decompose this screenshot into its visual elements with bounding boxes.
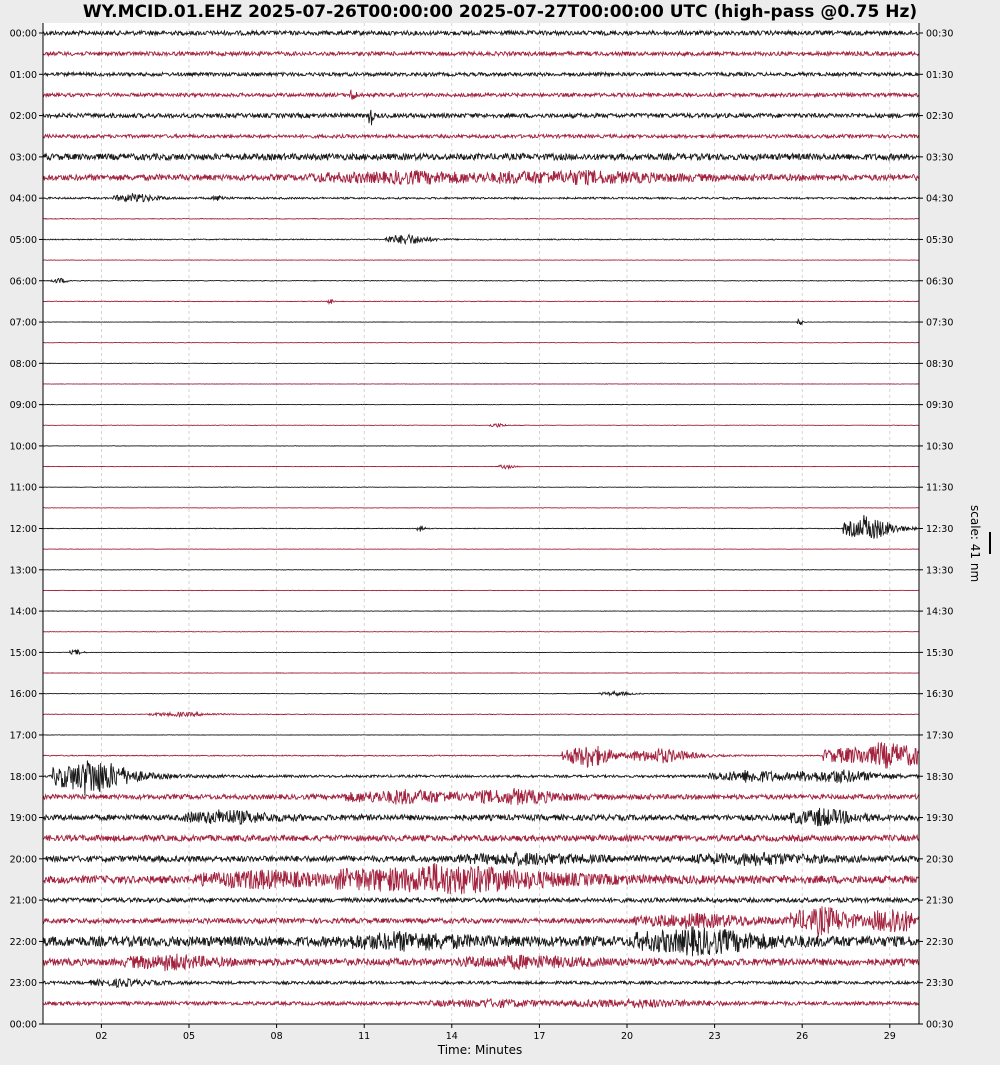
y-labels-right	[919, 29, 953, 1031]
chart-title: WY.MCID.01.EHZ 2025-07-26T00:00:00 2025-07-27T00:00:00 UTC (high-pass @0.75 Hz)	[82, 2, 918, 22]
x-axis-label: Time: Minutes	[437, 1043, 523, 1057]
y-label-left: 14:00	[9, 606, 37, 618]
y-label-right: 10:30	[926, 441, 954, 453]
x-tick-label: 14	[445, 1031, 458, 1042]
y-label-left: 13:00	[9, 565, 37, 577]
y-label-left: 01:00	[9, 69, 37, 81]
y-label-right: 22:30	[926, 936, 954, 948]
y-label-left: 06:00	[9, 276, 37, 288]
y-label-right: 02:30	[926, 111, 954, 123]
x-tick-label: 17	[533, 1031, 546, 1042]
x-tick-label: 02	[95, 1031, 108, 1042]
y-label-right: 17:30	[926, 730, 954, 742]
y-label-right: 13:30	[926, 565, 954, 577]
y-label-left: 23:00	[9, 978, 37, 990]
y-label-right: 16:30	[926, 689, 954, 701]
y-label-right: 03:30	[926, 152, 954, 164]
y-label-left: 12:00	[9, 524, 37, 535]
x-ticks	[95, 1024, 895, 1042]
y-label-left: 05:00	[9, 234, 37, 246]
x-tick-label: 20	[620, 1031, 634, 1042]
y-label-left: 21:00	[9, 895, 37, 907]
y-label-right: 04:30	[926, 193, 954, 205]
y-label-right: 00:30	[926, 28, 954, 40]
y-label-right: 19:30	[926, 813, 954, 825]
y-label-right: 00:30	[926, 1019, 954, 1031]
y-label-right: 11:30	[926, 482, 954, 494]
x-tick-label: 05	[182, 1031, 196, 1042]
y-label-right: 20:30	[926, 854, 954, 866]
x-tick-label: 23	[708, 1031, 721, 1042]
y-label-left: 00:00	[9, 28, 37, 40]
y-label-left: 00:00	[9, 1019, 37, 1031]
y-label-right: 01:30	[926, 69, 954, 81]
y-label-left: 15:00	[9, 647, 37, 659]
y-label-left: 09:00	[9, 400, 37, 412]
y-label-right: 06:30	[926, 276, 954, 288]
x-tick-label: 29	[883, 1031, 896, 1042]
y-label-left: 07:00	[9, 317, 37, 329]
y-label-left: 17:00	[9, 730, 37, 742]
y-label-right: 18:30	[926, 771, 954, 783]
x-tick-label: 11	[358, 1031, 371, 1042]
y-label-right: 08:30	[926, 358, 954, 370]
y-label-left: 02:00	[9, 111, 37, 123]
y-label-left: 19:00	[9, 813, 37, 825]
y-label-left: 20:00	[9, 854, 37, 866]
y-labels-left	[10, 29, 43, 1031]
y-label-left: 11:00	[9, 482, 37, 494]
trace-line	[43, 219, 919, 220]
y-label-right: 09:30	[926, 400, 954, 412]
y-label-left: 16:00	[9, 689, 37, 701]
y-label-left: 18:00	[9, 771, 37, 783]
y-label-left: 10:00	[9, 441, 37, 453]
scale-label: scale: 41 nm	[968, 505, 982, 583]
y-label-right: 15:30	[926, 647, 954, 659]
x-tick-label: 08	[270, 1031, 283, 1042]
y-label-right: 21:30	[926, 895, 954, 907]
y-label-left: 22:00	[9, 936, 37, 948]
scale-bar	[989, 532, 991, 554]
y-label-right: 23:30	[926, 978, 954, 990]
x-tick-label: 26	[796, 1031, 809, 1042]
y-label-right: 12:30	[926, 524, 954, 535]
y-label-left: 08:00	[9, 358, 37, 370]
y-label-right: 07:30	[926, 317, 954, 329]
y-label-left: 03:00	[9, 152, 37, 164]
y-label-right: 05:30	[926, 234, 954, 246]
y-label-right: 14:30	[926, 606, 954, 618]
y-label-left: 04:00	[9, 193, 37, 205]
